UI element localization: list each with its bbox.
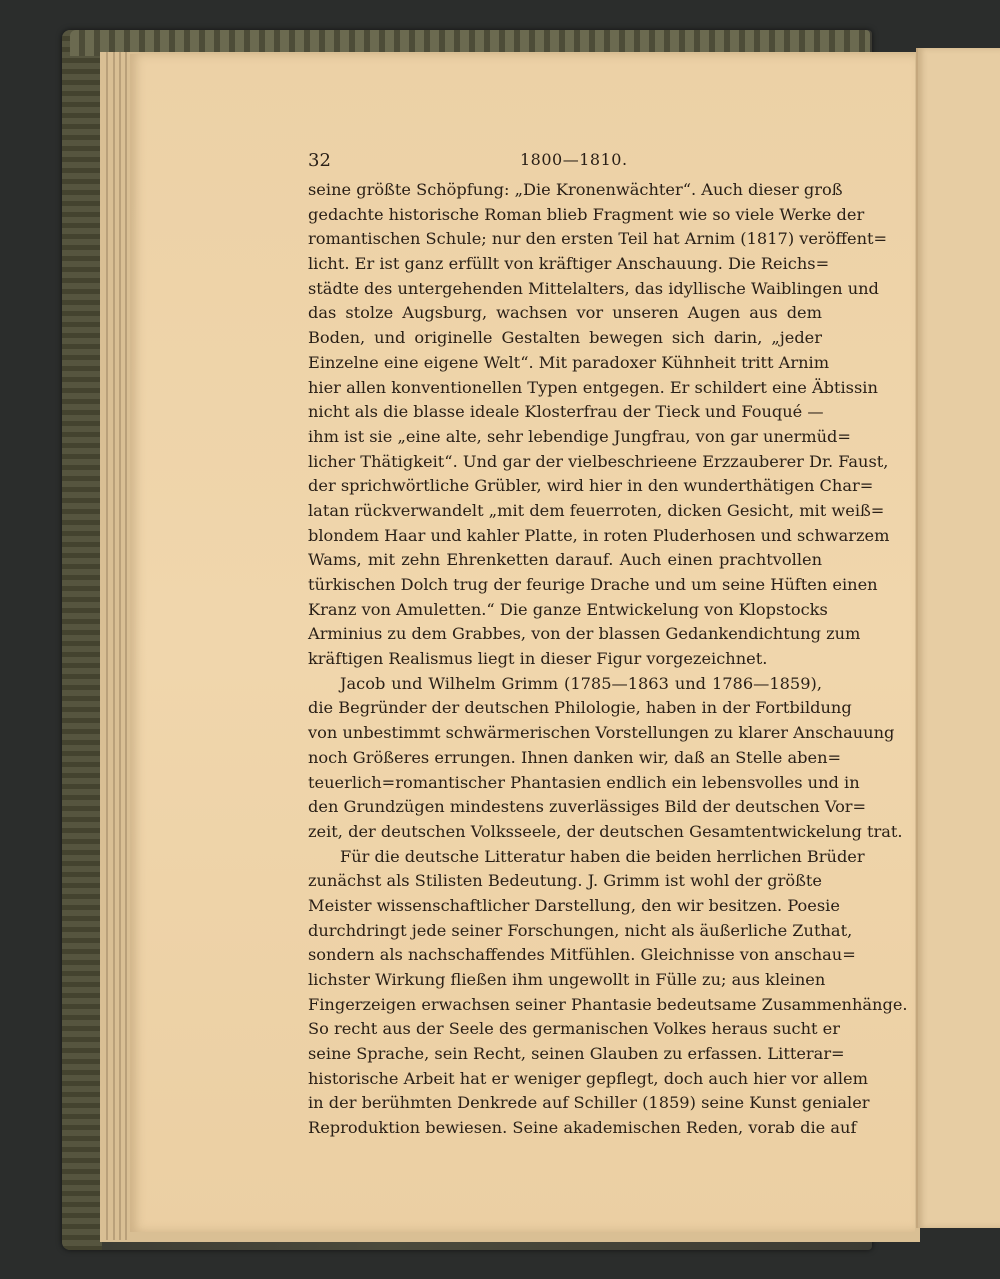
text-line: seine Sprache, sein Recht, seinen Glauben zu erfassen. Litterar=: [308, 1044, 845, 1064]
text-line: seine größte Schöpfung: „Die Kronenwächter“. Auch dieser groß: [308, 180, 843, 199]
text-line: romantischen Schule; nur den ersten Teil hat Arnim (1817) veröffent=: [308, 229, 888, 249]
text-line: Arminius zu dem Grabbes, von der blassen Gedankendichtung zum: [308, 624, 861, 644]
text-line: zunächst als Stilisten Bedeutung. J. Grimm ist wohl der größte: [308, 871, 822, 891]
text-line: durchdringt jede seiner Forschungen, nicht als äußerliche Zuthat,: [308, 920, 853, 940]
text-line: städte des untergehenden Mittelalters, das idyllische Waiblingen und: [308, 278, 879, 298]
text-line: teuerlich=romantischer Phantasien endlich ein lebensvolles und in: [308, 772, 860, 792]
text-line: in der berühmten Denkrede auf Schiller (1859) seine Kunst genialer: [308, 1093, 870, 1113]
facing-page-edge: [916, 48, 1000, 1228]
text-line: historische Arbeit hat er weniger gepflegt, doch auch hier vor allem: [308, 1068, 868, 1088]
text-line: kräftigen Realismus liegt in dieser Figur vorgezeichnet.: [308, 649, 768, 669]
text-line: der sprichwörtliche Grübler, wird hier in den wunderthätigen Char=: [308, 476, 874, 496]
text-line: Jacob und Wilhelm Grimm (1785—1863 und 1786—1859),: [340, 673, 822, 693]
text-line: Kranz von Amuletten.“ Die ganze Entwickelung von Klopstocks: [308, 599, 828, 619]
text-line: hier allen konventionellen Typen entgegen. Er schildert eine Äbtissin: [308, 377, 878, 397]
text-line: zeit, der deutschen Volksseele, der deutschen Gesamtentwickelung trat.: [308, 821, 903, 841]
text-line: das stolze Augsburg, wachsen vor unseren Augen aus dem: [308, 303, 822, 323]
text-line: lichster Wirkung fließen ihm ungewollt in Fülle zu; aus kleinen: [308, 970, 826, 989]
text-line: türkischen Dolch trug der feurige Drache und um seine Hüften einen: [308, 575, 878, 594]
text-line: noch Größeres errungen. Ihnen danken wir, daß an Stelle aben=: [308, 747, 842, 767]
running-head: 1800—1810.: [520, 150, 628, 169]
page-number: 32: [308, 150, 331, 171]
page-header: [0, 150, 1000, 174]
text-line: nicht als die blasse ideale Klosterfrau der Tieck und Fouqué —: [308, 402, 824, 422]
text-line: die Begründer der deutschen Philologie, haben in der Fortbildung: [308, 698, 852, 718]
text-line: Wams, mit zehn Ehrenketten darauf. Auch einen prachtvollen: [308, 550, 822, 570]
text-line: Reproduktion bewiesen. Seine akademischen Reden, vorab die auf: [308, 1118, 857, 1138]
page-edge-line: [125, 52, 127, 1240]
text-line: den Grundzügen mindestens zuverlässiges Bild der deutschen Vor=: [308, 797, 867, 817]
text-line: blondem Haar und kahler Platte, in roten Pluderhosen und schwarzem: [308, 525, 890, 545]
text-line: sondern als nachschaffendes Mitfühlen. Gleichnisse von anschau=: [308, 945, 856, 965]
text-line: So recht aus der Seele des germanischen Volkes heraus sucht er: [308, 1019, 841, 1039]
text-line: gedachte historische Roman blieb Fragment wie so viele Werke der: [308, 204, 865, 224]
text-line: ihm ist sie „eine alte, sehr lebendige Jungfrau, von gar unermüd=: [308, 426, 851, 446]
text-line: Meister wissenschaftlicher Darstellung, den wir besitzen. Poesie: [308, 895, 840, 915]
book-spine-edge: [62, 30, 102, 1250]
text-line: Fingerzeigen erwachsen seiner Phantasie bedeutsame Zusammenhänge.: [308, 994, 908, 1014]
text-line: Einzelne eine eigene Welt“. Mit paradoxer Kühnheit tritt Arnim: [308, 352, 830, 372]
text-line: licht. Er ist ganz erfüllt von kräftiger Anschauung. Die Reichs=: [308, 254, 830, 274]
page-edge-line: [119, 52, 121, 1240]
body-text: [308, 178, 908, 1141]
text-line: Für die deutsche Litteratur haben die beiden herrlichen Brüder: [340, 846, 865, 866]
page-edge-line: [113, 52, 115, 1240]
text-line: Boden, und originelle Gestalten bewegen sich darin, „jeder: [308, 328, 822, 348]
text-line: latan rückverwandelt „mit dem feuerroten, dicken Gesicht, mit weiß=: [308, 500, 885, 520]
text-line: licher Thätigkeit“. Und gar der vielbeschrieene Erzzauberer Dr. Faust,: [308, 451, 889, 471]
text-line: von unbestimmt schwärmerischen Vorstellungen zu klarer Anschauung: [308, 723, 895, 743]
page-edge-line: [106, 52, 108, 1240]
